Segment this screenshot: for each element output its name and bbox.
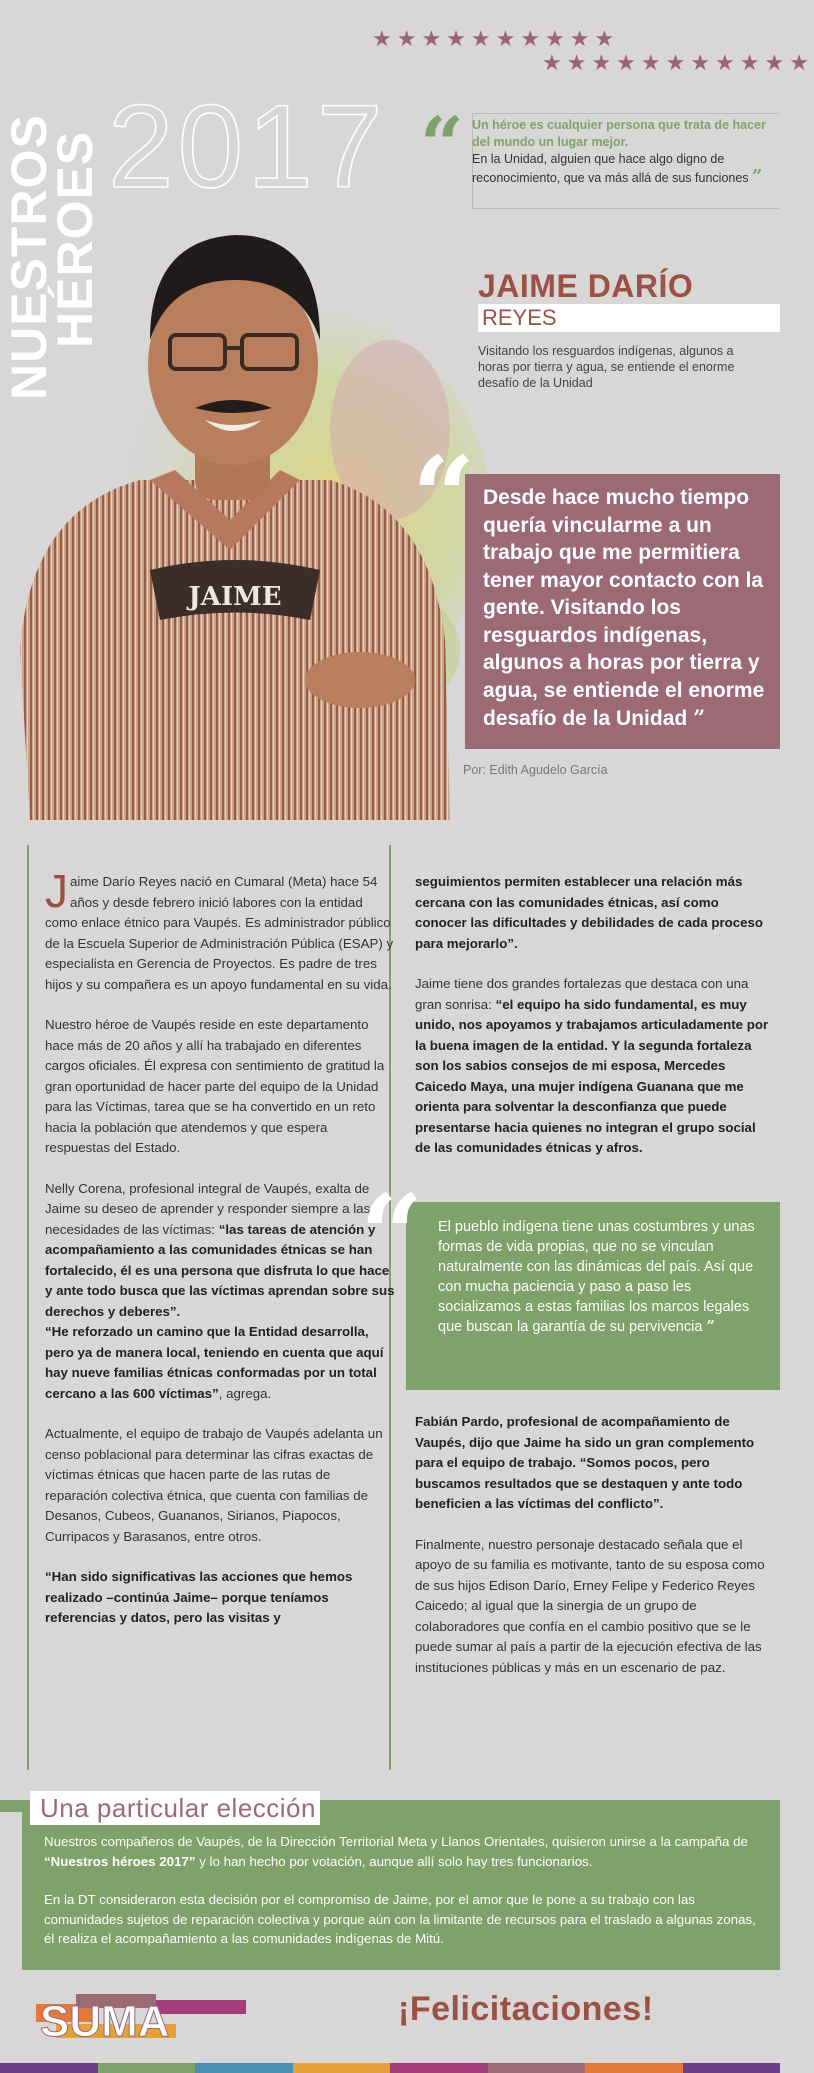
green-quote-close-icon: ” xyxy=(706,1318,715,1335)
paragraph: Nuestros compañeros de Vaupés, de la Dirección Territorial Meta y Llanos Orientales, quisieron unirse a la campaña de “Nuestros héroes 2017” y lo han hecho por votación, aunque allí solo hay tres funcionarios. xyxy=(44,1834,748,1869)
intro-quote xyxy=(420,100,780,213)
paragraph: Jaime tiene dos grandes fortalezas que destaca con una gran sonrisa: “el equipo ha sido fundamental, es muy unido, nos apoyamos y trabajamos articuladamente por la buena imagen de la entidad. Y la segunda fortaleza son los sabios consejos de mi esposa, Mercedes Caicedo Maya, una mujer indígena Guanana que me orienta para solventar la desconfianza que puede presentarse hacia quienes no integran el grupo social de las comunidades étnicas y afros. xyxy=(415,976,769,1155)
paragraph: Actualmente, el equipo de trabajo de Vaupés adelanta un censo poblacional para determinar las cifras exactas de víctimas étnicas que hacen parte de las rutas de reparación colectiva étnica, que cuenta con familias de Desanos, Cubeos, Guananos, Sirianos, Piapocos, Curripacos y Barasanos, entre otros. xyxy=(45,1426,383,1544)
paragraph: Finalmente, nuestro personaje destacado señala que el apoyo de su familia es motivante, tanto de su esposa como de sus hijos Edison Darío, Erney Felipe y Federico Reyes Caicedo; al igual que la sinergia de un grupo de colaboradores que confía en el cambio positivo que se le puede sumar al país a partir de la ejecución efectiva de las instituciones públicas y más en un escenario de paz. xyxy=(415,1536,765,1675)
paragraph: Fabián Pardo, profesional de acompañamiento de Vaupés, dijo que Jaime ha sido un gran complemento para el equipo de trabajo. “Somos pocos, pero buscamos resultados que se destaquen y ante todo beneficien a las víctimas del conflicto”. xyxy=(415,1414,755,1511)
shirt-name-text: JAIME xyxy=(188,582,282,612)
stars-row-top: ★★★★★★★★★★ xyxy=(372,26,620,51)
hero-subtitle: Visitando los resguardos indígenas, algunos a horas por tierra y agua, se entiende el enorme desafío de la Unidad xyxy=(478,344,735,390)
article-right-lower xyxy=(415,1412,770,1698)
hero-photo xyxy=(0,180,470,820)
pull-quote xyxy=(465,474,780,749)
footer-stripe xyxy=(0,2063,780,2073)
intro-body: En la Unidad, alguien que hace algo digno de reconocimiento, que va más allá de sus funciones xyxy=(472,152,749,185)
paragraph: En la DT consideraron esta decisión por el compromiso de Jaime, por el amor que le pone a su trabajo con las comunidades sujetos de reparación colectiva y porque aún con la limitante de recursos para el traslado a algunas zonas, él realiza el acompañamiento a las comunidades indígenas de Mitú. xyxy=(44,1892,756,1946)
pull-quote-close-icon: ” xyxy=(693,705,706,730)
paragraph: seguimientos permiten establecer una relación más cercana con las comunidades étnicas, así como conocer las dificultades y debilidades de cada proceso para mejorarlo”. xyxy=(415,874,764,951)
byline: Por: Edith Agudelo García xyxy=(463,763,608,777)
article-right-column xyxy=(415,872,770,1179)
year-outline: 2017 xyxy=(108,81,387,213)
green-quote-text: El pueblo indígena tiene unas costumbres y unas formas de vida propias, que no se vinculan naturalmente con las dinámicas del país. Así que con mucha paciencia y paso a paso les socializamos a estas familias los marcos legales que buscan la garantía de su pervivencia xyxy=(438,1219,755,1335)
pull-quote-open-icon: “ xyxy=(412,432,476,561)
stars-row-bottom: ★★★★★★★★★★★ xyxy=(542,50,814,75)
left-column-rule xyxy=(27,845,29,1770)
drop-cap: J xyxy=(45,865,68,917)
green-quote-open-icon: “ xyxy=(360,1170,424,1299)
paragraph: Jaime Darío Reyes nació en Cumaral (Meta) hace 54 años y desde febrero inició labores con la entidad como enlace étnico para Vaupés. Es administrador público de la Escuela Superior de Administración Pública (ESAP) y especialista en Gerencia de Proyectos. Es padre de tres hijos y su compañera es un apoyo fundamental en su vida. xyxy=(45,865,394,992)
title-line-heroes: HÉROES xyxy=(47,130,103,348)
logo-text: SUMA xyxy=(40,1997,170,2046)
paragraph: “Han sido significativas las acciones que hemos realizado –continúa Jaime– porque teníamos referencias y datos, pero las visitas y xyxy=(45,1569,353,1625)
close-quote-icon: ” xyxy=(752,166,763,187)
paragraph: Nelly Corena, profesional integral de Vaupés, exalta de Jaime su deseo de aprender y responder siempre a las necesidades de las víctimas: “las tareas de atención y acompañamiento a las comunidades étnicas se han fortalecido, él es una persona que disfruta lo que hace y ante todo busca que las víctimas aprendan sobre sus derechos y deberes”. “He reforzado un camino que la Entidad desarrolla, pero ya de manera local, teniendo en cuenta que aquí hay nueve familias étnicas conformadas por un total cercano a las 600 víctimas”, agrega. xyxy=(45,1180,395,1401)
title-line-nuestros: NUESTROS xyxy=(1,114,57,400)
pull-quote-text: Desde hace mucho tiempo quería vincularme a un trabajo que me permitiera tener mayor contacto con la gente. Visitando los resguardos indígenas, algunos a horas por tierra y agua, se entiende el enorme desafío de la Unidad xyxy=(483,486,765,730)
section-box xyxy=(22,1812,780,1970)
paragraph: Nuestro héroe de Vaupés reside en este departamento hace más de 20 años y allí ha trabajado en diferentes cargos oficiales. Él expresa con sentimiento de gratitud la gran oportunidad de hacer parte del equipo de la Unidad para las Víctimas, tarea que se ha convertido en un reto hacia la población que atendemos y que espera respuestas del Estado. xyxy=(45,1017,385,1155)
hero-last-name: REYES xyxy=(478,304,780,332)
section-title: Una particular elección xyxy=(30,1791,320,1825)
intro-highlight: Un héroe es cualquier persona que trata de hacer del mundo un lugar mejor. xyxy=(472,118,766,149)
article-left-column xyxy=(45,865,395,1649)
hero-first-name: JAIME DARÍO xyxy=(478,268,694,304)
congratulations: ¡Felicitaciones! xyxy=(398,1990,654,2028)
open-quote-icon: “ xyxy=(420,100,464,189)
green-quote xyxy=(406,1202,780,1390)
suma-logo xyxy=(36,1990,246,2046)
